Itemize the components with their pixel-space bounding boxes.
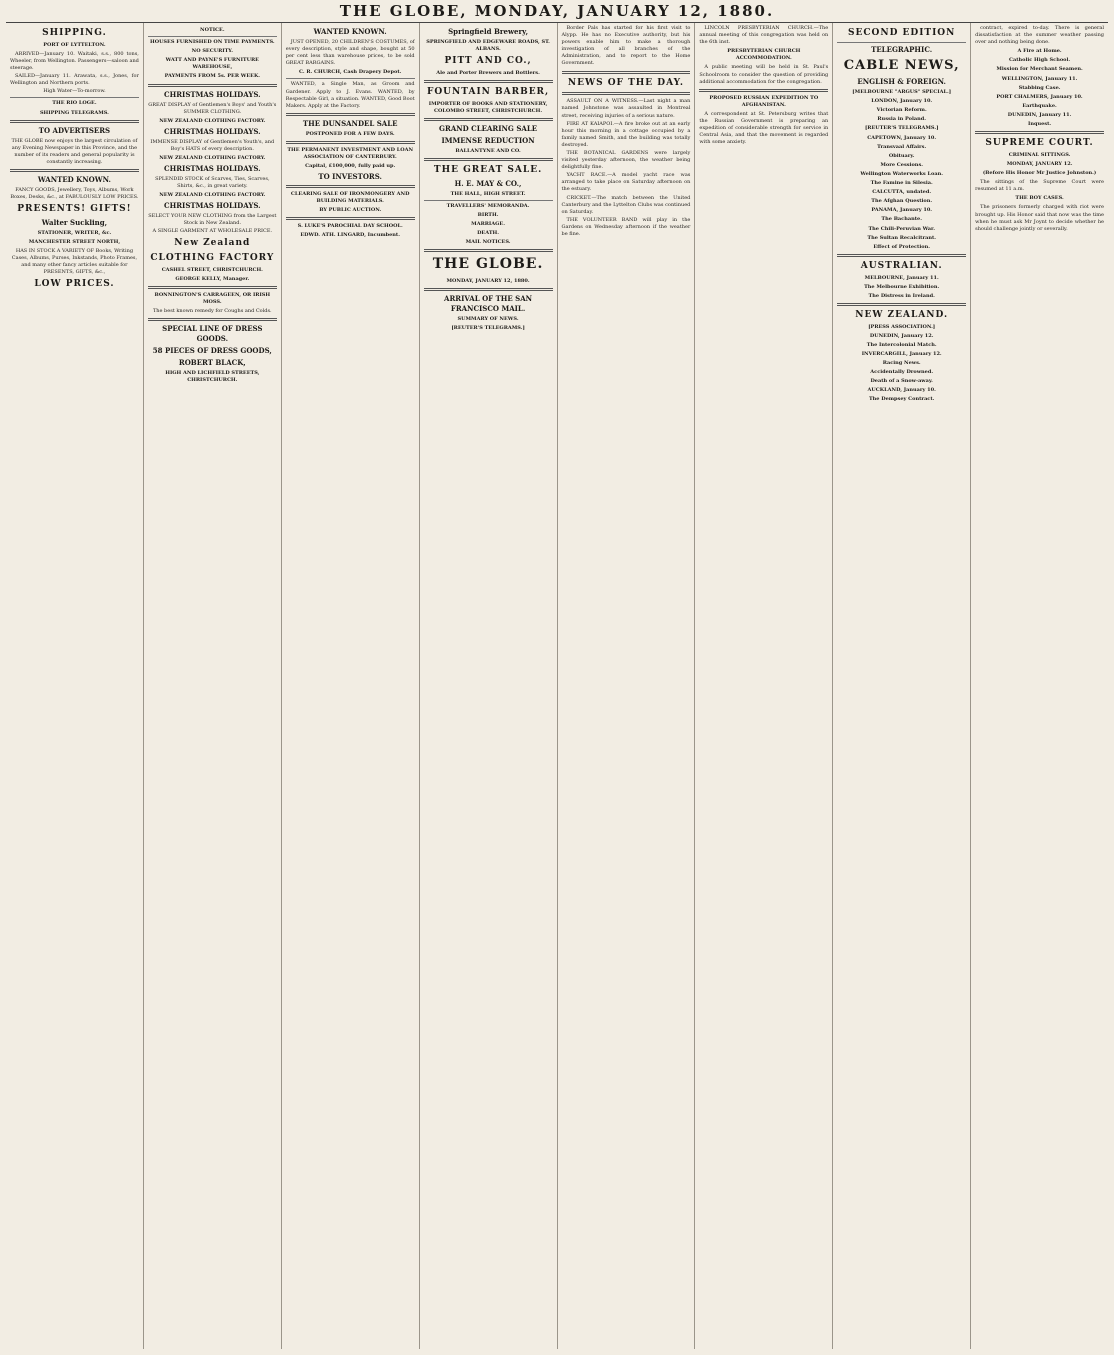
capetown: CAPETOWN, January 10.: [867, 134, 937, 141]
boy-cases: THE BOY CASES.: [1015, 195, 1064, 202]
english-foreign: ENGLISH & FOREIGN.: [857, 77, 946, 87]
sailed-text: SAILED—January 11. Arawata, s.s., Jones, for Wellington and Northern ports.: [10, 73, 139, 87]
border-text: Border Pals has started for his first visit to Alypp. He has no Executive authority, but his powers enable him to make a thorough investigation of all branches of the Administration, and to report to the Home Government.: [561, 25, 691, 67]
divider: [424, 288, 553, 291]
arrival-heading: ARRIVAL OF THE SAN FRANCISCO MAIL.: [444, 294, 533, 314]
masthead: THE GLOBE, MONDAY, JANUARY 12, 1880.: [6, 0, 1108, 23]
columns: [6, 23, 1108, 1349]
wanted-heading: WANTED KNOWN.: [37, 174, 111, 184]
wellington: WELLINGTON, January 11.: [1001, 75, 1078, 82]
arrived-text: ARRIVED—January 10. Waitaki, s.s., 800 tons, Wheeler, from Wellington. Passengers—saloon and steerage.: [10, 50, 139, 72]
sultan: The Sultan Recalcitrant.: [867, 234, 937, 241]
pieces: 58 PIECES OF DRESS GOODS,: [152, 346, 272, 356]
postponed: POSTPONED FOR A FEW DAYS.: [305, 130, 395, 137]
ironmongery-heading: CLEARING SALE OF IRONMONGERY AND BUILDING MATERIALS.: [290, 191, 410, 205]
capital-text: Capital, £100,000, fully paid up.: [305, 163, 396, 169]
new-zealand: NEW ZEALAND.: [855, 309, 949, 320]
special-line: SPECIAL LINE OF DRESS GOODS.: [162, 324, 263, 344]
mission: Mission for Merchant Seamen.: [996, 66, 1083, 73]
mail-notices: MAIL NOTICES.: [465, 239, 511, 246]
stationer-trade: STATIONER, WRITER, &c.: [37, 229, 112, 236]
cf-heading: CLOTHING FACTORY: [150, 253, 275, 264]
dunedin-2: DUNEDIN, January 11.: [1007, 111, 1072, 118]
russian-text: A correspondent at St. Petersburg writes that the Russian Government is preparing an expedition of considerable strength for service in Central Asia, and that the movement is regarded with some anxiety.: [699, 110, 829, 146]
snow: Death of a Snow-away.: [870, 378, 933, 385]
london-dateline: LONDON, January 10.: [871, 98, 933, 105]
earthquake: Earthquake.: [1022, 102, 1057, 109]
bonnington-heading: BONNINGTON'S CARRAGEEN, OR IRISH MOSS.: [154, 292, 271, 306]
obituary: Obituary.: [888, 152, 915, 159]
nzcf-1: NEW ZEALAND CLOTHING FACTORY.: [159, 117, 266, 124]
manager: GEORGE KELLY, Manager.: [175, 276, 250, 283]
auckland: AUCKLAND, January 10.: [867, 387, 936, 394]
divider: [837, 42, 966, 43]
hem-address: THE HALL, HIGH STREET.: [450, 190, 526, 197]
catholic: Catholic High School.: [1008, 57, 1071, 64]
advertisers-heading: TO ADVERTISERS: [38, 125, 111, 135]
news-heading: NEWS OF THE DAY.: [567, 77, 684, 88]
stabbing: Stabbing Case.: [1018, 84, 1061, 91]
grand-sale: GRAND CLEARING SALE: [439, 123, 538, 133]
divider: [10, 120, 139, 123]
fire-at-home: A Fire at Home.: [1017, 48, 1062, 55]
church-heading: C. R. CHURCH, Cash Drapery Depot.: [298, 69, 402, 76]
stationer-address: MANCHESTER STREET NORTH,: [28, 238, 121, 245]
court-text-1: The sittings of the Supreme Court were resumed at 11 a.m.: [975, 179, 1104, 193]
second-edition: SECOND EDITION: [848, 28, 956, 38]
criminal-sittings: CRIMINAL SITTINGS.: [1008, 151, 1071, 158]
xmas-heading-3: CHRISTMAS HOLIDAYS.: [164, 164, 261, 173]
nosec-heading: NO SECURITY.: [191, 48, 233, 55]
ballantyne: BALLANTYNE AND CO.: [455, 147, 521, 154]
waterworks: Wellington Waterworks Loan.: [860, 170, 943, 177]
lingard: EDWD. ATH. LINGARD, Incumbent.: [300, 232, 400, 239]
column-8: [971, 23, 1108, 1349]
divider: [837, 254, 966, 257]
houses-heading: HOUSES FURNISHED ON TIME PAYMENTS.: [149, 39, 275, 46]
springfield-address: SPRINGFIELD AND EDGEWARE ROADS, ST. ALBANS.: [426, 38, 550, 53]
dunedin: DUNEDIN, January 12.: [869, 332, 934, 339]
divider: [286, 217, 415, 220]
advertisers-text: THE GLOBE now enjoys the largest circulation of any Evening Newspaper in this Province, and the number of its readers and general popularity is constantly increasing.: [11, 137, 138, 165]
pitt-heading: PITT AND CO.,: [444, 56, 532, 67]
rio-heading: THE RIO LOGE.: [52, 100, 97, 107]
cashel: CASHEL STREET, CHRISTCHURCH.: [161, 266, 263, 273]
divider: [424, 118, 553, 121]
divider: [10, 169, 139, 172]
investment-heading: THE PERMANENT INVESTMENT AND LOAN ASSOCIATION OF CANTERBURY.: [287, 146, 414, 160]
stock-text: HAS IN STOCK A VARIETY OF Books, Writing Cases, Albums, Purses, Inkstands, Photo Frames, and many other fancy articles suitable for PRESENTS, GIFTS, &c.,: [11, 247, 138, 276]
reuter-heading: [REUTER'S TELEGRAMS.]: [451, 325, 525, 332]
wanted-lines: WANTED, a Single Man, as Groom and Gardener. Apply to J. Evans. WANTED, by Respectable Girl, a situation. WANTED, Good Boot Makers. Apply at the Factory.: [285, 81, 415, 109]
splendid-text: SPLENDID STOCK of Scarves, Ties, Scarves, Shirts, &c., in great variety.: [155, 175, 270, 190]
robert-black: ROBERT BLACK,: [178, 358, 246, 368]
yacht-text: YACHT RACE.—A model yacht race was arranged to take place on Saturday afternoon on the estuary.: [561, 172, 691, 193]
divider: [424, 80, 553, 83]
monday: MONDAY, JANUARY 12.: [1006, 160, 1073, 167]
springfield-heading: Springfield Brewery,: [448, 27, 528, 36]
summary-heading: SUMMARY OF NEWS.: [457, 316, 519, 323]
intro-text: contract, expired to-day. There is general dissatisfaction at the summer weather passing over and nothing being done.: [975, 25, 1104, 46]
afghan: The Afghan Question.: [871, 198, 933, 205]
xmas-heading-2: CHRISTMAS HOLIDAYS.: [164, 126, 261, 136]
presby-text: A public meeting will be held in St. Paul's Schoolroom to consider the question of providing additional accommodation for the congregation.: [699, 64, 829, 85]
telegrams-heading: SHIPPING TELEGRAMS.: [39, 109, 109, 116]
column-1: [6, 23, 144, 1349]
intercolonial: The Intercolonial Match.: [866, 341, 937, 348]
presents-heading: PRESENTS! GIFTS!: [17, 204, 132, 215]
globe-title: THE GLOBE.: [432, 256, 544, 273]
luke-heading: S. LUKE'S PAROCHIAL DAY SCHOOL.: [297, 223, 403, 230]
before: (Before His Honor Mr Justice Johnston.): [982, 170, 1097, 177]
protection: Effect of Protection.: [873, 243, 930, 250]
auction-heading: BY PUBLIC AUCTION.: [319, 207, 382, 214]
band-text: THE VOLUNTEER BAND will play in the Gardens on Wednesday afternoon if the weather be fine.: [561, 216, 691, 238]
bonnington-text: The best known remedy for Coughs and Colds.: [152, 308, 272, 315]
divider: [148, 36, 277, 37]
presby-heading: PRESBYTERIAN CHURCH ACCOMMODATION.: [727, 48, 801, 62]
nzcf-3: NEW ZEALAND CLOTHING FACTORY.: [159, 192, 266, 199]
transvaal: Transvaal Affairs.: [877, 143, 927, 150]
birth: BIRTH.: [477, 211, 499, 218]
supreme-court: SUPREME COURT.: [985, 138, 1094, 149]
dunsandel-sale: THE DUNSANDEL SALE: [302, 118, 398, 128]
divider: [424, 200, 553, 201]
court-text-2: The prisoners formerly charged with riot were brought up. His Honor said that now was the time when he must ask Mr Joynt to decide whether he should challenge jointly or severally.: [975, 204, 1104, 232]
weekly-heading: PAYMENTS FROM 5s. PER WEEK.: [164, 73, 261, 80]
robert-address: HIGH AND LICHFIELD STREETS, CHRISTCHURCH.: [165, 370, 260, 384]
death: DEATH.: [477, 229, 500, 236]
panama: PANAMA, January 10.: [871, 207, 933, 214]
more-cessions: More Cessions.: [880, 161, 924, 168]
wanted-known-heading: WANTED KNOWN.: [313, 27, 387, 36]
notice-heading: NOTICE.: [200, 27, 225, 33]
divider: [286, 141, 415, 144]
divider: [286, 78, 415, 79]
telegraphic: TELEGRAPHIC.: [871, 44, 933, 54]
stationer-name: Walter Suckling,: [41, 217, 108, 227]
dempsey: The Dempsey Contract.: [868, 396, 935, 403]
bachante: The Bachante.: [881, 216, 922, 223]
drowned: Accidentally Drowned.: [870, 369, 934, 376]
costumes-text: JUST OPENED, 20 CHILDREN'S COSTUMES, of every description, style and shape, bought at 50 per cent less than warehouse prices, to be sold GREAT BARGAINS.: [285, 38, 415, 67]
cricket-text: CRICKET.—The match between the United Canterbury and the Lyttelton Clubs was continued on Saturday.: [561, 194, 691, 215]
shipping-heading: SHIPPING.: [42, 28, 107, 38]
meetings-text: LINCOLN PRESBYTERIAN CHURCH.—The annual meeting of this congregation was held on the 6th inst.: [699, 25, 829, 46]
divider: [424, 249, 553, 252]
fountain-heading: FOUNTAIN BARBER,: [426, 86, 550, 97]
column-2: [144, 23, 282, 1349]
great-sale: THE GREAT SALE.: [433, 164, 543, 175]
column-5: [558, 23, 696, 1349]
xmas-heading-1: CHRISTMAS HOLIDAYS.: [164, 89, 261, 99]
immense-text: IMMENSE DISPLAY of Gentlemen's Youth's, and Boy's HATS of every description.: [150, 138, 275, 152]
melbourne: MELBOURNE, January 11.: [864, 274, 939, 281]
divider: [286, 185, 415, 188]
display-text: GREAT DISPLAY of Gentlemen's Boys' and Youth's SUMMER CLOTHING.: [148, 101, 277, 115]
divider: [837, 303, 966, 306]
chili: The Chili-Peruvian War.: [868, 225, 935, 232]
nz-heading: New Zealand: [174, 238, 251, 249]
gardens-text: THE BOTANICAL GARDENS were largely visited yesterday afternoon, the weather being delightfully fine.: [561, 149, 691, 171]
column-7: [833, 23, 971, 1349]
xmas-heading-4: CHRISTMAS HOLIDAYS.: [164, 201, 261, 211]
divider: [699, 89, 828, 92]
russian-heading: PROPOSED RUSSIAN EXPEDITION TO AFGHANISTAN.: [709, 94, 819, 108]
column-4: [420, 23, 558, 1349]
furniture-heading: WATT AND PAYNE'S FURNITURE WAREHOUSE,: [165, 57, 259, 71]
hem-heading: H. E. MAY & CO.,: [454, 178, 522, 188]
column-6: [695, 23, 833, 1349]
select-text: SELECT YOUR NEW CLOTHING from the Largest Stock in New Zealand.: [148, 213, 277, 227]
divider: [148, 84, 277, 87]
divider: [975, 131, 1104, 134]
port-chalmers: PORT CHALMERS, January 10.: [996, 93, 1083, 100]
divider: [286, 113, 415, 116]
famine: The Famine in Silesia.: [870, 180, 933, 187]
travellers: TRAVELLERS' MEMORANDA.: [446, 202, 530, 209]
wholesale-text: A SINGLE GARMENT AT WHOLESALE PRICE.: [152, 228, 273, 235]
fire-text: FIRE AT KAIAPOI.—A fire broke out at an early hour this morning in a cottage occupied by a family named Smith, and the building was totally destroyed.: [561, 120, 691, 148]
port-heading: PORT OF LYTTELTON.: [43, 41, 106, 48]
exhibition: The Melbourne Exhibition.: [864, 283, 940, 290]
tides-text: High Water—To-morrow.: [43, 88, 106, 95]
assault-text: ASSAULT ON A WITNESS.—Last night a man named Johnstone was assaulted in Montreal street, receiving injuries of a serious nature.: [561, 98, 691, 119]
divider: [562, 92, 691, 95]
victorian-reform: Victorian Reform.: [876, 107, 927, 114]
fancy-text: FANCY GOODS, Jewellery, Toys, Albums, Work Boxes, Desks, &c., at FABULOUSLY LOW PRICES.: [10, 186, 139, 200]
nzcf-2: NEW ZEALAND CLOTHING FACTORY.: [159, 154, 266, 161]
divider: [148, 318, 277, 321]
immense-reduction: IMMENSE REDUCTION: [441, 135, 535, 145]
fountain-text: IMPORTER OF BOOKS AND STATIONERY, COLOMBO STREET, CHRISTCHURCH.: [428, 100, 548, 114]
investors-heading: TO INVESTORS.: [318, 172, 382, 182]
divider: [562, 71, 691, 74]
distress: The Distress in Ireland.: [868, 292, 935, 299]
press-association: [PRESS ASSOCIATION.]: [868, 323, 936, 330]
invercargill: INVERCARGILL, January 12.: [861, 350, 942, 357]
racing: Racing News.: [882, 359, 921, 366]
column-3: [282, 23, 420, 1349]
globe-date: MONDAY, JANUARY 12, 1880.: [446, 278, 530, 285]
marriage: MARRIAGE.: [471, 220, 505, 227]
pitt-text: Ale and Porter Brewers and Bottlers.: [436, 69, 540, 76]
divider: [148, 286, 277, 289]
argus-special: [MELBOURNE "ARGUS" SPECIAL.]: [852, 89, 952, 96]
calcutta: CALCUTTA, undated.: [872, 189, 932, 196]
reuter-1: [REUTER'S TELEGRAMS.]: [864, 125, 939, 132]
low-prices: LOW PRICES.: [34, 279, 115, 290]
russia-poland: Russia in Poland.: [877, 116, 926, 123]
divider: [10, 97, 139, 98]
inquest: Inquest.: [1027, 121, 1052, 128]
divider: [424, 158, 553, 161]
australian: AUSTRALIAN.: [860, 260, 943, 271]
cable-news: CABLE NEWS,: [843, 57, 960, 73]
